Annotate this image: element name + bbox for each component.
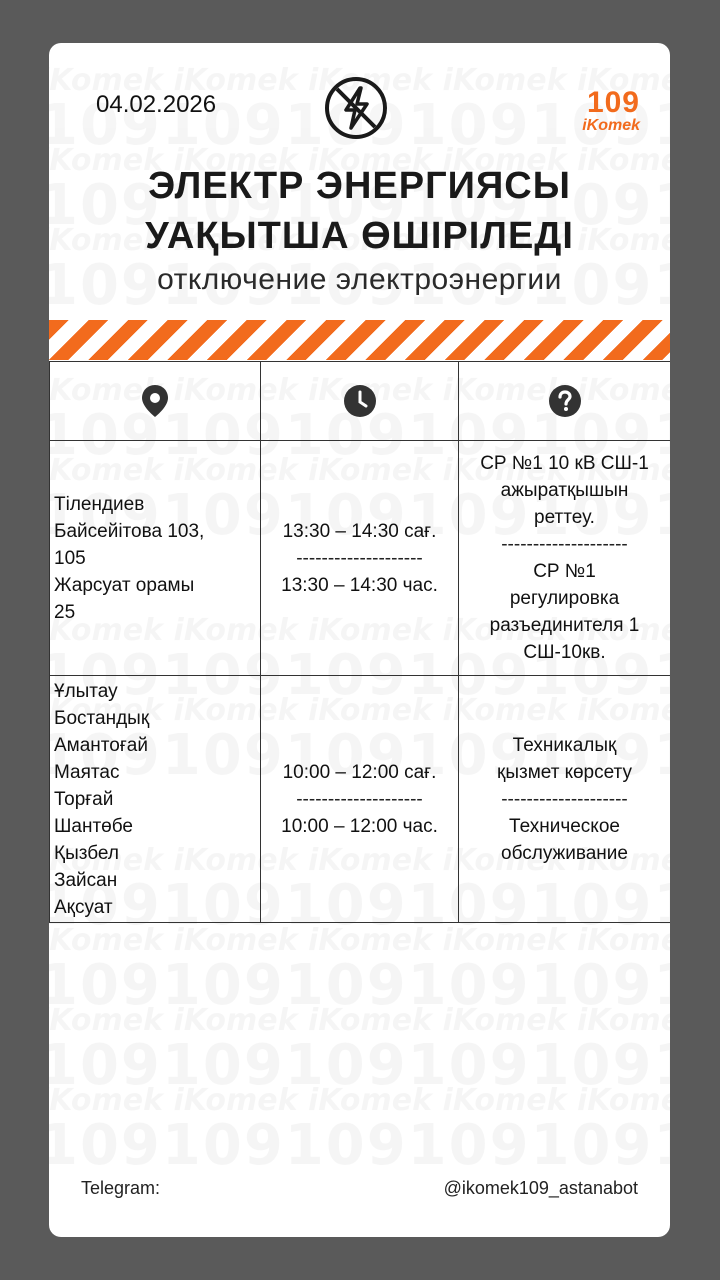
header-location-cell [50,362,261,441]
reason-ru-line: Техническое [509,815,620,837]
address-line: 105 [54,547,86,569]
address-line: Шантөбе [54,815,133,837]
separator: -------------------- [501,788,628,810]
header-reason-cell [459,362,671,441]
reason-ru-line: СР №1 [533,561,596,582]
separator: -------------------- [296,547,423,569]
table-row [50,441,671,676]
reason-ru-line: регулировка [509,588,620,609]
ikomek-logo [560,88,640,134]
time-kz: 10:00 – 12:00 сағ. [282,761,437,783]
power-off-icon [324,76,388,140]
address-line: Бостандық [54,707,150,729]
address-cell [50,676,261,923]
address-cell [50,441,261,676]
address-line: Торғай [54,788,114,810]
date-label: 04.02.2026 [96,91,217,118]
address-line: Маятас [54,761,120,783]
address-line: 25 [54,601,76,623]
clock-icon [342,383,378,419]
reason-kz-line: Техникалық [512,734,617,756]
address-line: Зайсан [54,869,118,891]
address-line: Байсейітова 103, [54,520,205,542]
separator: -------------------- [501,534,628,555]
address-line: Жарсуат орамы [54,574,195,596]
address-line: Тілендиев [54,493,145,515]
time-ru: 13:30 – 14:30 час. [281,574,438,596]
time-cell [261,676,459,923]
outage-table [49,361,670,923]
location-pin-icon [137,383,173,419]
header-time-cell [261,362,459,441]
reason-kz-line: СР №1 10 кВ СШ-1 [480,453,649,474]
time-ru: 10:00 – 12:00 час. [281,815,438,837]
question-icon [547,383,583,419]
reason-cell [459,441,671,676]
address-line: Қызбел [54,842,119,864]
reason-cell [459,676,671,923]
time-kz: 13:30 – 14:30 сағ. [282,520,437,542]
table-header-row [50,362,671,441]
reason-ru-line: обслуживание [501,842,628,864]
address-line: Ақсуат [54,896,113,918]
logo-number: 109 [586,86,640,119]
reason-kz-line: ажыратқышын [500,480,629,501]
reason-ru-line: разъединителя 1 [489,615,640,636]
title-line-2: УАҚЫТША ӨШІРІЛЕДІ [145,215,574,257]
telegram-label: Telegram: [81,1178,161,1198]
outage-notice-card [49,43,670,1237]
reason-kz-line: қызмет көрсету [497,761,632,783]
reason-ru-line: СШ-10кв. [523,642,606,663]
logo-name: iKomek [582,117,640,134]
address-line: Ұлытау [54,680,118,702]
subtitle: отключение электроэнергии [157,263,562,296]
separator: -------------------- [296,788,423,810]
title-line-1: ЭЛЕКТР ЭНЕРГИЯСЫ [148,165,571,207]
hazard-stripes [49,320,670,360]
time-cell [261,441,459,676]
address-line: Амантоғай [54,734,148,756]
table-row [50,676,671,923]
telegram-bot-link[interactable]: @ikomek109_astanabot [443,1178,638,1198]
reason-kz-line: реттеу. [534,507,595,528]
